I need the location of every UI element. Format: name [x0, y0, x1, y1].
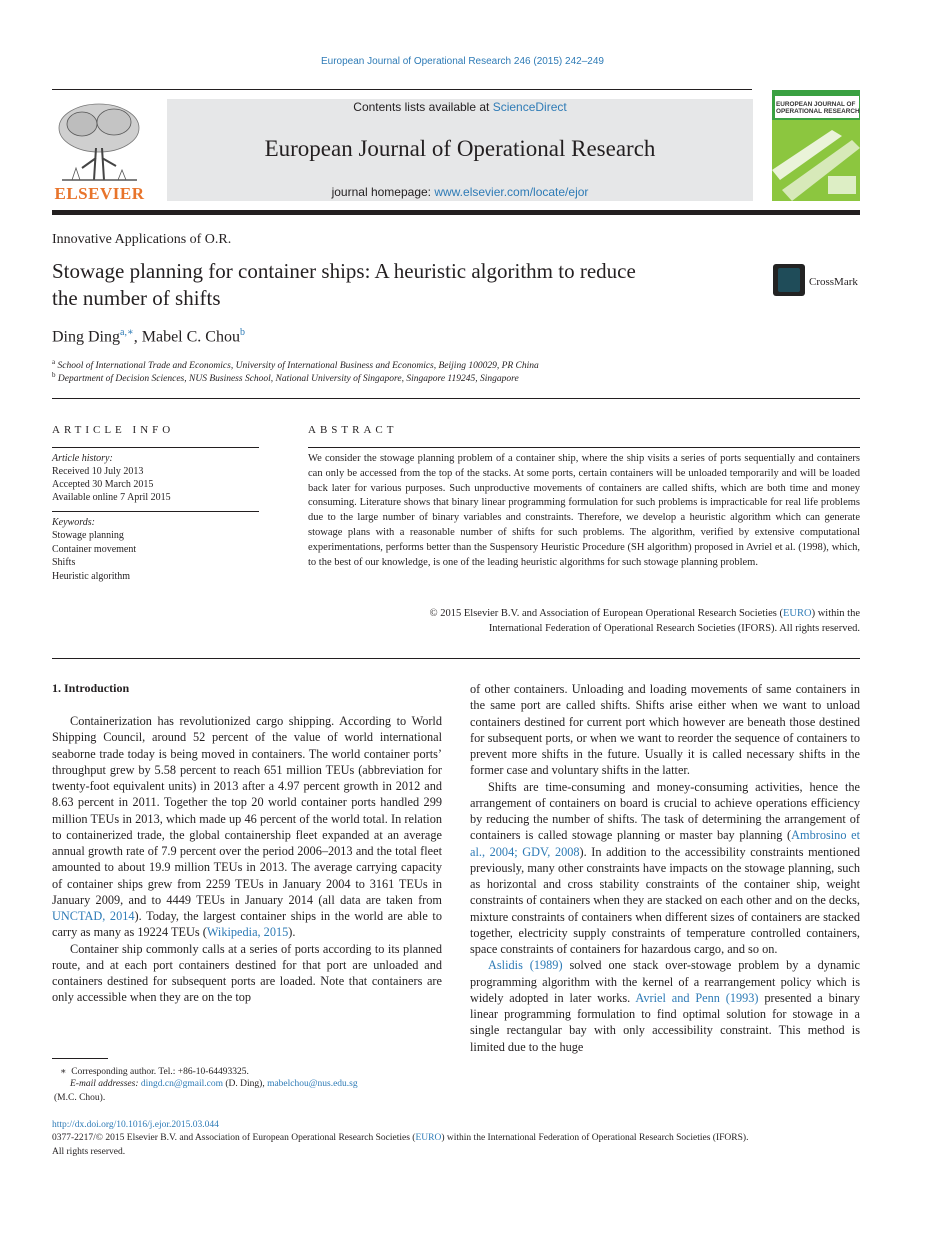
divider — [308, 447, 860, 448]
footnote-corresponding — [60, 1066, 249, 1077]
email-link-1[interactable]: dingd.cn@gmail.com — [140, 1079, 223, 1089]
homepage-link[interactable]: www.elsevier.com/locate/ejor — [434, 185, 589, 199]
history-accepted: Accepted 30 March 2015 — [52, 479, 154, 490]
history-label: Article history: — [52, 453, 113, 464]
rights-line: All rights reserved. — [52, 1147, 126, 1157]
title-line-1: Stowage planning for container ships: A heuristic algorithm to reduce — [52, 259, 636, 283]
email-label: E-mail addresses: — [70, 1079, 141, 1089]
keywords-label: Keywords: — [52, 517, 95, 528]
paragraph — [470, 779, 860, 958]
crossmark-inner-icon — [778, 268, 800, 292]
email-link-2[interactable]: mabelchou@nus.edu.sg — [267, 1079, 358, 1089]
keyword: Shifts — [52, 557, 76, 568]
citation-link[interactable]: Ambrosino et al., 2004; GDV, 2008 — [470, 828, 860, 859]
citation-link[interactable]: Avriel and Penn (1993) — [635, 990, 759, 1005]
history-online: Available online 7 April 2015 — [52, 492, 171, 503]
affiliation-b-mark: b — [52, 371, 56, 379]
text: Containerization has revolutionized cargo shipping. According to World Shipping Council, around 52 percent of the value of world international seaborne trade today is being moved in containers. The world container ports’ throughput grew by 5.58 percent to reach 651 million TEUs (abbreviation for twenty-foot equivalent units) in 2013 after a 4.97 percent growth in 2012 and 8.63 percent in 2011. Together the top 20 world container ports handled 299 million TEUs in 2013, which made up 46 percent of the world total. In relation to containerized trade, the global containership fleet expanded at an average annual growth rate of 7.9 percent over the period 2006–2013 and the total fleet amounted to about 19.9 million TEUs in 2013. The average carrying capacity of container ships grew from 2259 TEUs in January 2004 to 3161 TEUs in January 2009, and to 4449 TEUs in January 2014 (all data are taken from — [52, 714, 442, 907]
text: solved one stack over-stowage problem by a dynamic programming algorithm with the kernel of a rearrangement policy which is widely adopted in later works. — [470, 958, 860, 1005]
footnote-text: Corresponding author. Tel.: +86-10-64493325. — [71, 1067, 249, 1077]
abstract-text: We consider the stowage planning problem of a container ship, where the ship visits a series of ports sequentially and containers can only be accessed from the top of the stacks. At some ports, certain containers will be unloaded temporarily and will be loaded back later for various purposes. Such unproductive movements of containers are called shifts, which are both time and money consuming. Literature shows that binary linear programming formulation for such problems is impracticable for real life problems due to the large number of binary variables and constraints. Therefore, we develop a heuristic algorithm which can generate stowage plans with a reasonable number of shifts for such problems. The algorithm, verified by extensive computational experimentations, performs better than the Suspensory Heuristic Procedure (SH algorithm) proposed in Avriel et al. (1998), which, to the best of our knowledge, is one of the leading heuristic algorithms for such stowage planning problem. — [308, 453, 860, 568]
euro-link[interactable]: EURO — [782, 608, 812, 619]
paragraph: Container ship commonly calls at a series of ports according to its planned route, and at each port containers destined for that port are unloaded and containers destined for subsequent ports are loaded. Note that containers are only accessible when they are on the top — [52, 941, 442, 1005]
abstract-copyright-2: International Federation of Operational Research Societies (IFORS). All rights reserved. — [488, 623, 860, 634]
article-info-heading: ARTICLE INFO — [52, 424, 175, 436]
authors — [52, 327, 245, 346]
keyword: Heuristic algorithm — [52, 571, 131, 582]
body-column-left — [52, 713, 442, 1006]
affiliation-a — [52, 358, 539, 371]
elsevier-wordmark: ELSEVIER — [54, 184, 145, 203]
email-name-1: (D. Ding), — [223, 1079, 268, 1089]
header-rule — [52, 89, 752, 90]
homepage-prefix: journal homepage: — [331, 185, 435, 199]
body-column-right — [470, 681, 860, 1055]
abstract-heading: ABSTRACT — [308, 424, 398, 436]
author-1: Ding Ding — [52, 328, 120, 346]
affiliation-a-text: School of International Trade and Economics, University of International Business and Economics, Beijing 100029, PR China — [57, 361, 539, 372]
divider — [52, 511, 259, 512]
footnote-star: ∗ — [60, 1067, 67, 1077]
intro-heading: 1. Introduction — [52, 681, 130, 695]
citation-link[interactable]: Aslidis (1989) — [488, 958, 563, 973]
cover-title-1: EUROPEAN JOURNAL OF — [776, 101, 856, 108]
copyright-text: ) within the — [811, 608, 860, 619]
affiliation-a-mark: a — [52, 358, 56, 366]
author-2: Mabel C. Chou — [141, 328, 240, 346]
affiliation-b-text: Department of Decision Sciences, NUS Business School, National University of Singapore, Singapore 119245, Singapore — [57, 374, 519, 385]
citation-link[interactable]: Wikipedia, 2015 — [206, 925, 289, 940]
author-separator: , — [133, 328, 142, 346]
paragraph: of other containers. Unloading and loading movements of same containers in the same port are called shifts. Shifts arise either when we want to unload containers destined for current port which however are beneath those destined for subsequent ports, or when we want to reorder the sequence of containers to prevent more shifts in the future. Usually it is called necessary shifts in the former case and voluntary shifts in the latter. — [470, 682, 860, 778]
citation-link[interactable]: UNCTAD, 2014 — [52, 909, 135, 923]
journal-title: European Journal of Operational Research — [264, 136, 656, 161]
author-2-marks[interactable]: b — [239, 327, 245, 338]
affiliation-b — [52, 371, 519, 384]
history-received: Received 10 July 2013 — [52, 466, 144, 477]
journal-cover[interactable] — [772, 90, 860, 201]
text: ). — [288, 925, 296, 940]
abstract-copyright-1 — [308, 608, 860, 619]
divider — [52, 447, 259, 448]
header-thick-rule — [52, 210, 860, 215]
text: presented a binary linear programming formulation to find optimal solution for stowage in a single rectangular bay with only accessibility constraint. This method is limited due to the huge — [470, 990, 861, 1054]
homepage-line — [167, 185, 753, 199]
text: Shifts are time-consuming and money-consuming activities, hence the arrangement of containers on board is crucial to achieve operations efficiency by reducing the number of shifts. The task of determining the arrangement of containers is called stowage planning or master bay planning ( — [470, 779, 860, 843]
issn-text: 0377-2217/© 2015 Elsevier B.V. and Association of European Operational Research Societies ( — [52, 1133, 416, 1143]
paper-title — [52, 258, 742, 312]
keyword: Container movement — [52, 544, 137, 555]
crossmark-label[interactable]: CrossMark — [809, 276, 858, 288]
author-1-marks[interactable]: a,∗ — [120, 327, 134, 338]
journal-reference[interactable]: European Journal of Operational Research 246 (2015) 242–249 — [321, 56, 604, 67]
contents-prefix: Contents lists available at — [353, 100, 493, 114]
footnote-rule — [52, 1058, 108, 1059]
issn-text: ) within the International Federation of Operational Research Societies (IFORS). — [441, 1133, 749, 1143]
text: ). In addition to the accessibility constraints mentioned previously, many other constraints have impacts on the stowage planning, such as horizontal and cross stability constraints of the container ship, weight constraints of containers when they are stacked on each other and on the decks, mixture constraints of containers when different sizes of containers are stacked together, electricity supply constraints of temperature controlled containers, space constraints of containers for hazardous cargo, and so on. — [470, 844, 860, 956]
copyright-text: © 2015 Elsevier B.V. and Association of European Operational Research Societies ( — [429, 608, 783, 619]
divider — [52, 658, 860, 659]
footnote-email-owner: (M.C. Chou). — [54, 1093, 106, 1103]
cover-title-2: OPERATIONAL RESEARCH — [776, 108, 860, 115]
section-label: Innovative Applications of O.R. — [52, 232, 232, 247]
text: ). Today, the largest container ships in the world are able to carry as many as 19224 TEUs ( — [52, 909, 442, 940]
divider — [52, 398, 860, 399]
title-line-2: the number of shifts — [52, 286, 221, 310]
euro-link[interactable]: EURO — [415, 1133, 442, 1143]
doi-link[interactable]: http://dx.doi.org/10.1016/j.ejor.2015.03.044 — [52, 1120, 219, 1130]
keyword: Stowage planning — [52, 530, 124, 541]
paragraph — [470, 957, 860, 1055]
issn-line — [52, 1133, 748, 1143]
footnote-emails — [70, 1079, 358, 1089]
cover-graphic — [772, 120, 860, 201]
contents-line — [167, 100, 753, 114]
sciencedirect-link[interactable]: ScienceDirect — [492, 100, 567, 114]
paragraph — [52, 713, 442, 941]
